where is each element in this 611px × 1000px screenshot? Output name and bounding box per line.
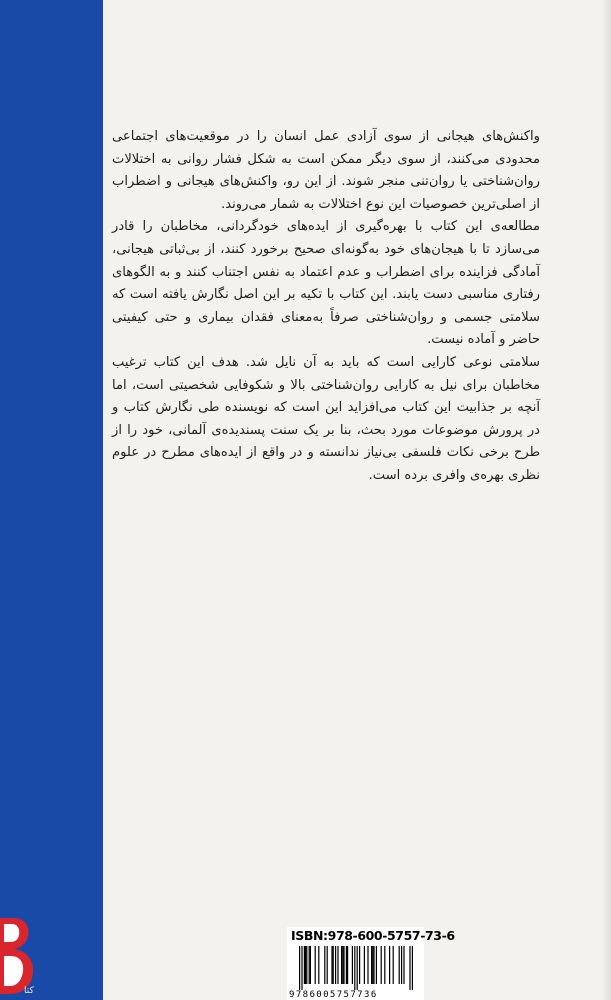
blurb-paragraph-3: سلامتی نوعی کارایی است که باید به آن نایل شد. هدف این کتاب ترغیب مخاطبان برای نیل به کارایی روان‌شناختی بالا و شکوفایی شخصیتی است، اما آنچه بر جذابیت این کتاب می‌افزاید این است که نویسنده طی نگارش کتاب و در پرورش موضوعات مورد بحث، بنا بر یک سنت پسندیده‌ی آلمانی، خود را از طرح برخی نکات فلسفی بی‌نیاز ندانسته و در واقع از ایده‌های مطرح در علوم نظری بهره‌ی وافری برده است. — [112, 354, 540, 483]
barcode-bar — [357, 946, 358, 990]
barcode-bar — [372, 946, 373, 984]
barcode-bar — [389, 946, 390, 984]
barcode — [287, 945, 424, 1000]
barcode-bar — [306, 946, 307, 984]
barcode-bar — [333, 946, 334, 984]
barcode-bar — [352, 946, 353, 984]
barcode-bar — [341, 946, 342, 984]
barcode-bar — [409, 946, 410, 990]
barcode-bar — [384, 946, 385, 984]
barcode-bar — [367, 946, 368, 984]
barcode-bar — [371, 946, 372, 984]
barcode-bar — [301, 946, 302, 990]
barcode-bar — [305, 946, 306, 984]
blurb-paragraph-1: واکنش‌های هیجانی از سوی آزادی عمل انسان را در موقعیت‌های اجتماعی محدودی می‌کنند، از سوی دیگر ممکن است به شکل فشار روانی به اختلالات روان‌شناختی یا روان‌تنی منجر شوند. از این رو، واکنش‌های هیجانی و اضطراب از اصلی‌ترین خصوصیات این نوع اختلالات به شمار می‌روند. — [112, 129, 540, 212]
barcode-bar — [315, 946, 316, 984]
barcode-bar — [342, 946, 343, 984]
isbn-barcode-block — [287, 927, 455, 1000]
barcode-bar — [393, 946, 394, 984]
publisher-logo-caption: کتا — [24, 986, 34, 996]
barcode-bar — [347, 946, 348, 984]
blurb-paragraph-2: مطالعه‌ی این کتاب با بهره‌گیری از ایده‌های خودگردانی، مخاطبان را قادر می‌سازد تا با هیجان‌های خود به‌گونه‌ای صحیح برخورد کنند، از بی‌ثباتی هیجانی، آمادگی فزاینده برای اضطراب و عدم اعتماد به نفس اجتناب کنند و به الگوهای رفتاری مناسبی دست یابند. این کتاب با تکیه بر این اصل نگارش یافته است که سلامتی جسمی و روان‌شناختی صرفاً به‌معنای فقدان بیماری و حتی کیفیتی حاضر و آماده نیست. — [112, 219, 540, 348]
barcode-bar — [412, 946, 413, 990]
barcode-bar — [376, 946, 377, 984]
barcode-bar — [304, 946, 305, 984]
blue-spine-band — [0, 0, 103, 1000]
barcode-bar — [343, 946, 344, 984]
barcode-bar — [399, 946, 400, 984]
barcode-bar — [381, 946, 382, 984]
barcode-bar — [401, 946, 402, 984]
barcode-bar — [331, 946, 332, 984]
barcode-bar — [309, 946, 310, 984]
barcode-bar — [299, 946, 300, 990]
page-edge-shadow — [602, 0, 611, 1000]
barcode-bar — [327, 946, 328, 984]
barcode-bar — [335, 946, 336, 984]
barcode-bar — [403, 946, 404, 984]
barcode-bar — [364, 946, 365, 984]
back-cover-blurb — [112, 126, 540, 488]
barcode-bar — [310, 946, 311, 984]
barcode-bar — [354, 946, 355, 990]
barcode-bar — [346, 946, 347, 984]
barcode-bar — [318, 946, 319, 984]
barcode-bar — [359, 946, 360, 984]
publisher-logo-icon — [0, 918, 46, 1000]
isbn-label: ISBN:978-600-5757-73-6 — [291, 928, 455, 943]
barcode-bar — [337, 946, 338, 984]
barcode-bar — [373, 946, 374, 984]
barcode-bar — [324, 946, 325, 984]
barcode-digits: 9786005757736 — [289, 990, 378, 1000]
